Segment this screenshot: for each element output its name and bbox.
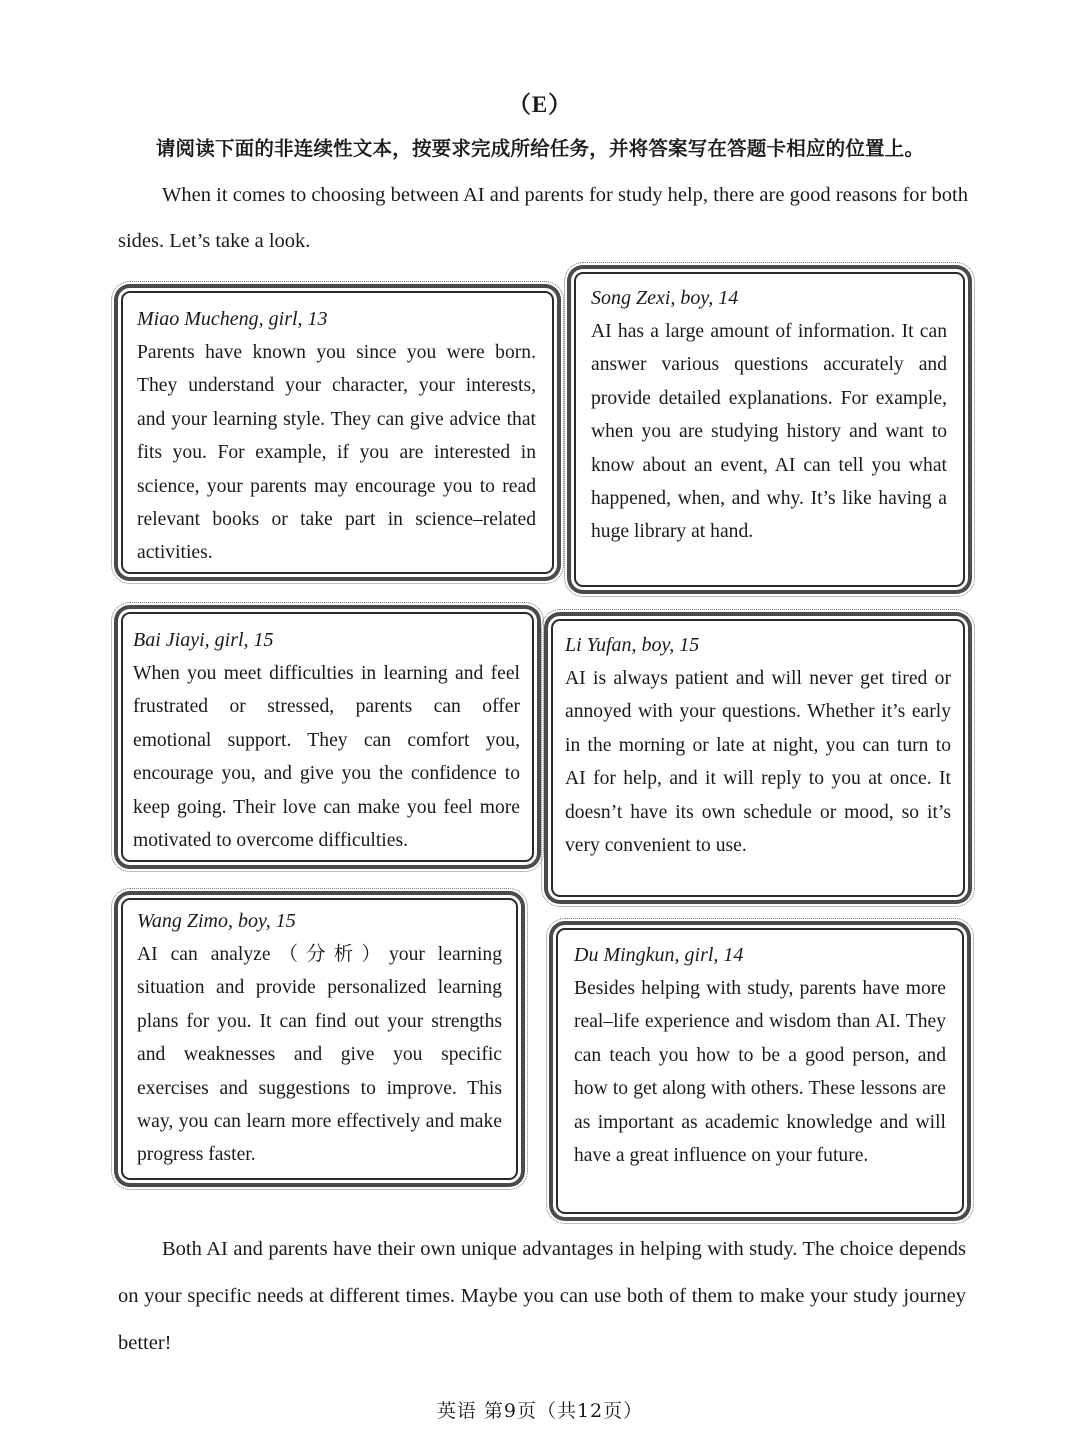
- card-author: Song Zexi, boy, 14: [591, 287, 739, 309]
- card-author: Miao Mucheng, girl, 13: [137, 308, 328, 330]
- opinion-card-wang: [121, 898, 518, 1180]
- opinion-card-li: [551, 619, 965, 897]
- card-author: Du Mingkun, girl, 14: [574, 944, 744, 966]
- card-text: AI is always patient and will never get tired or annoyed with your questions. Whether it’s early in the morning or late at night, you can turn to AI for help, and it will reply to you at once. It doesn’t have its own schedule or mood, so it’s very convenient to use.: [565, 668, 951, 857]
- page-footer: 英语 第9页（共12页）: [436, 1400, 644, 1422]
- opinion-card-miao: [121, 291, 554, 574]
- card-author: Wang Zimo, boy, 15: [137, 910, 296, 932]
- card-author: Bai Jiayi, girl, 15: [133, 629, 274, 651]
- opinion-card-song: [574, 272, 965, 587]
- card-text: AI can analyze（分析）your learning situation and provide personalized learning plans for you. It can find out your strengths and weaknesses and give you specific exercises and suggestions to improve. This way, you can learn more effectively and make progress faster.: [137, 944, 502, 1166]
- card-text: When you meet difficulties in learning and feel frustrated or stressed, parents can offer emotional support. They can comfort you, encourage you, and give you the confidence to keep going. Their love can make you feel more motivated to overcome difficulties.: [133, 663, 520, 852]
- card-author: Li Yufan, boy, 15: [565, 634, 700, 656]
- card-text: Besides helping with study, parents have more real–life experience and wisdom than AI. They can teach you how to be a good person, and how to get along with others. These lessons are as important as academic knowledge and will have a great influence on your future.: [574, 978, 946, 1167]
- section-label: （E）: [507, 92, 573, 117]
- opinion-card-bai: [121, 612, 534, 862]
- intro-paragraph: When it comes to choosing between AI and parents for study help, there are good reasons for both sides. Let’s take a look.: [118, 184, 968, 252]
- card-text: Parents have known you since you were born. They understand your character, your interests, and your learning style. They can give advice that fits you. For example, if you are interested in science, your parents may encourage you to read relevant books or take part in science–related activities.: [137, 342, 536, 564]
- closing-paragraph: Both AI and parents have their own unique advantages in helping with study. The choice depends on your specific needs at different times. Maybe you can use both of them to make your study journey better!: [118, 1238, 966, 1354]
- instruction: 请阅读下面的非连续性文本，按要求完成所给任务，并将答案写在答题卡相应的位置上。: [155, 137, 925, 160]
- card-text: AI has a large amount of information. It can answer various questions accurately and provide detailed explanations. For example, when you are studying history and want to know about an event, AI can tell you what happened, when, and why. It’s like having a huge library at hand.: [591, 321, 947, 543]
- opinion-card-du: [556, 928, 964, 1214]
